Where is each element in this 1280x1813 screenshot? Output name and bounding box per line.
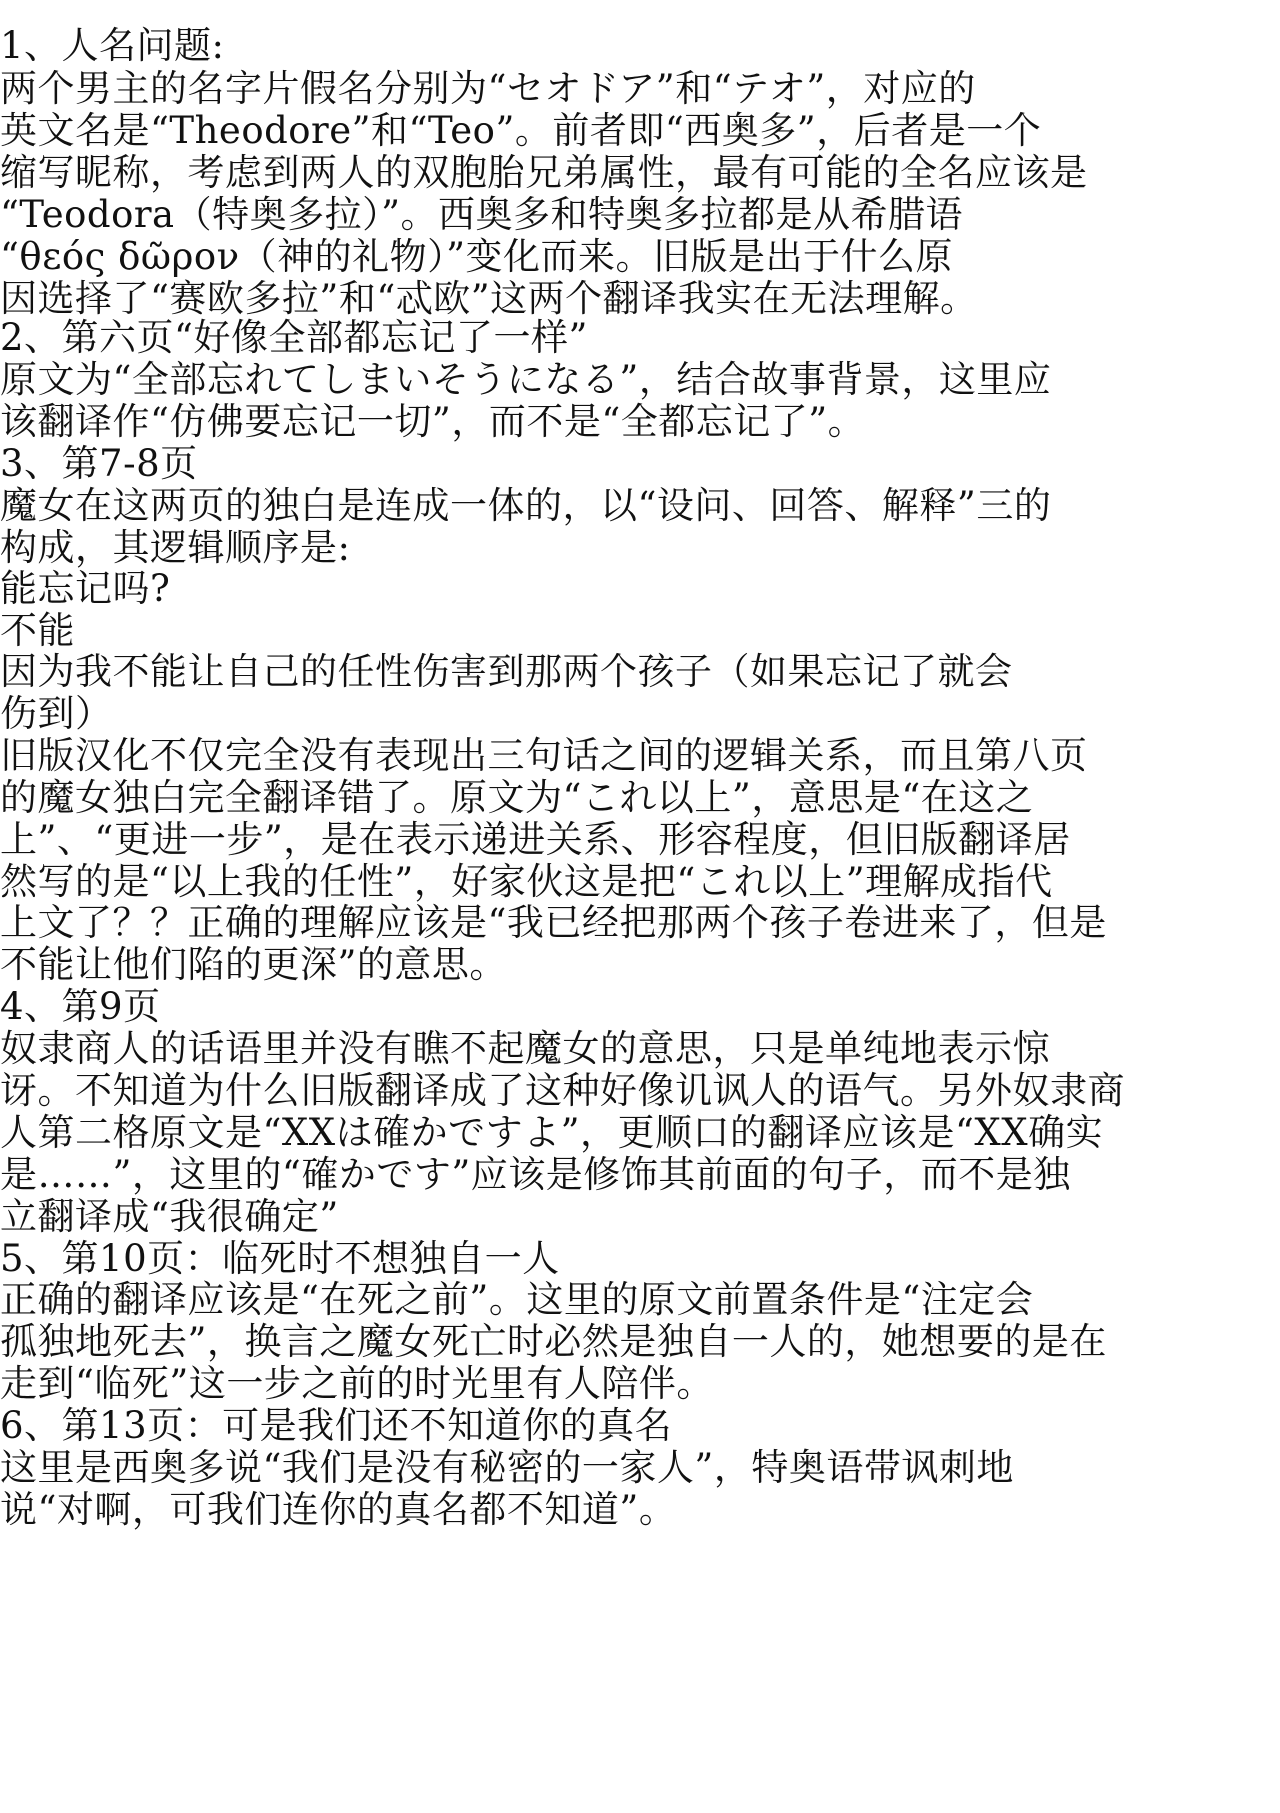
paragraph-line: 走到“临死”这一步之前的时光里有人陪伴。 bbox=[0, 1362, 714, 1405]
paragraph-line: 因选择了“赛欧多拉”和“忒欧”这两个翻译我实在无法理解。 bbox=[0, 277, 978, 320]
paragraph-line: “θεός δῶρον（神的礼物）”变化而来。旧版是出于什么原 bbox=[0, 235, 954, 278]
section-heading-4: 4、第9页 bbox=[0, 985, 161, 1028]
paragraph-line: 该翻译作“仿佛要忘记一切”，而不是“全都忘记了”。 bbox=[0, 400, 866, 443]
paragraph-line: 缩写昵称，考虑到两人的双胞胎兄弟属性，最有可能的全名应该是 bbox=[0, 151, 1088, 194]
paragraph-line: 原文为“全部忘れてしまいそうになる”，结合故事背景，这里应 bbox=[0, 358, 1052, 401]
paragraph-line: 魔女在这两页的独白是连成一体的，以“设问、回答、解释”三的 bbox=[0, 484, 1052, 527]
paragraph-line: 讶。不知道为什么旧版翻译成了这种好像讥讽人的语气。另外奴隶商 bbox=[0, 1069, 1125, 1112]
section-heading-2: 2、第六页“好像全部都忘记了一样” bbox=[0, 316, 588, 359]
paragraph-line: 上”、“更进一步”，是在表示递进关系、形容程度，但旧版翻译居 bbox=[0, 818, 1071, 861]
section-heading-1: 1、人名问题: bbox=[0, 24, 225, 67]
section-heading-3: 3、第7-8页 bbox=[0, 442, 198, 485]
paragraph-line: 的魔女独白完全翻译错了。原文为“これ以上”，意思是“在这之 bbox=[0, 776, 1034, 819]
paragraph-line: 不能 bbox=[0, 609, 75, 652]
paragraph-line: 不能让他们陷的更深”的意思。 bbox=[0, 943, 507, 986]
section-heading-5: 5、第10页：临死时不想独自一人 bbox=[0, 1237, 560, 1280]
paragraph-line: 构成，其逻辑顺序是: bbox=[0, 526, 351, 569]
paragraph-line: 两个男主的名字片假名分别为“セオドア”和“テオ”，对应的 bbox=[0, 67, 976, 110]
paragraph-line: 伤到） bbox=[0, 692, 113, 735]
paragraph-line: 说“对啊，可我们连你的真名都不知道”。 bbox=[0, 1488, 677, 1531]
paragraph-line: 旧版汉化不仅完全没有表现出三句话之间的逻辑关系，而且第八页 bbox=[0, 734, 1088, 777]
section-heading-6: 6、第13页：可是我们还不知道你的真名 bbox=[0, 1404, 673, 1447]
paragraph-line: 孤独地死去”，换言之魔女死亡时必然是独自一人的，她想要的是在 bbox=[0, 1320, 1107, 1363]
paragraph-line: 能忘记吗? bbox=[0, 567, 171, 610]
paragraph-line: 英文名是“Theodore”和“Teo”。前者即“西奥多”，后者是一个 bbox=[0, 109, 1042, 152]
paragraph-line: 是……”，这里的“確かです”应该是修饰其前面的句子，而不是独 bbox=[0, 1153, 1071, 1196]
paragraph-line: 上文了？？正确的理解应该是“我已经把那两个孩子卷进来了，但是 bbox=[0, 901, 1107, 944]
paragraph-line: 人第二格原文是“XXは確かですよ”，更顺口的翻译应该是“XX确实 bbox=[0, 1111, 1104, 1154]
paragraph-line: 奴隶商人的话语里并没有瞧不起魔女的意思，只是单纯地表示惊 bbox=[0, 1027, 1050, 1070]
paragraph-line: 正确的翻译应该是“在死之前”。这里的原文前置条件是“注定会 bbox=[0, 1278, 1034, 1321]
paragraph-line: 这里是西奥多说“我们是没有秘密的一家人”，特奥语带讽刺地 bbox=[0, 1446, 1014, 1489]
paragraph-line: 因为我不能让自己的任性伤害到那两个孩子（如果忘记了就会 bbox=[0, 650, 1013, 693]
paragraph-line: “Teodora（特奥多拉）”。西奥多和特奥多拉都是从希腊语 bbox=[0, 193, 964, 236]
paragraph-line: 然写的是“以上我的任性”，好家伙这是把“これ以上”理解成指代 bbox=[0, 860, 1053, 903]
paragraph-line: 立翻译成“我很确定” bbox=[0, 1195, 339, 1238]
